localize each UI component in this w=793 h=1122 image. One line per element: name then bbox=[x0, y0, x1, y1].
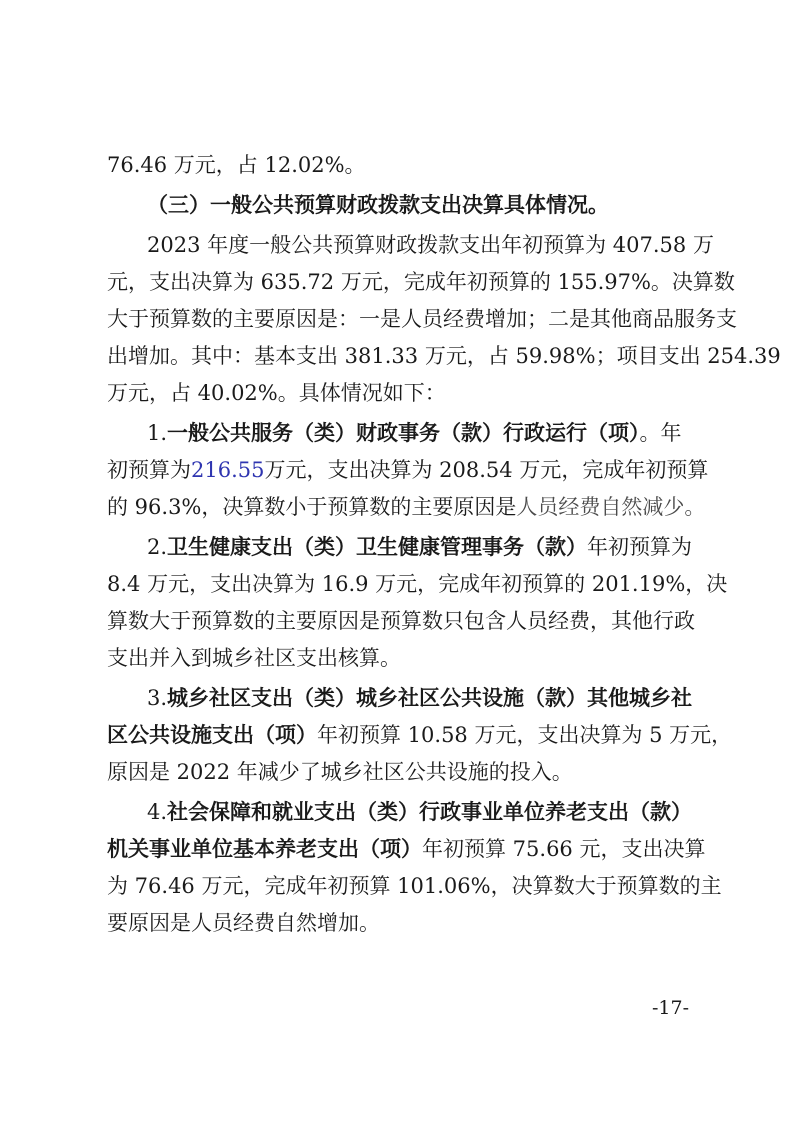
text-fragment: 。年 bbox=[639, 421, 682, 445]
item-4-line bbox=[107, 834, 793, 864]
item-3-line bbox=[147, 683, 793, 713]
section-heading: （三）一般公共预算财政拨款支出决算具体情况。 bbox=[147, 192, 609, 217]
item-2-title: 卫生健康支出（类）卫生健康管理事务（款） bbox=[167, 534, 588, 559]
item-1-title: 一般公共服务（类）财政事务（款）行政运行（项） bbox=[167, 420, 640, 445]
text-line: 支出并入到城乡社区支出核算。 bbox=[107, 646, 401, 670]
item-2-line bbox=[147, 532, 793, 562]
text-fragment: 年初预算 75.66 元，支出决算 bbox=[422, 837, 706, 861]
text-line: 8.4 万元，支出决算为 16.9 万元，完成年初预算的 201.19%，决 bbox=[107, 572, 728, 596]
item-3-title-cont: 区公共设施支出（项） bbox=[107, 722, 317, 747]
text-line: 大于预算数的主要原因是：一是人员经费增加；二是其他商品服务支 bbox=[107, 307, 737, 331]
text-line: 2023 年度一般公共预算财政拨款支出年初预算为 407.58 万 bbox=[147, 233, 714, 257]
item-2-number: 2. bbox=[147, 535, 168, 559]
item-4-title-cont: 机关事业单位基本养老支出（项） bbox=[107, 836, 422, 861]
item-1-number: 1. bbox=[147, 421, 168, 445]
text-line: 76.46 万元，占 12.02%。 bbox=[107, 153, 366, 177]
text-line: 出增加。其中：基本支出 381.33 万元，占 59.98%；项目支出 254.39 bbox=[107, 344, 781, 368]
highlighted-reason: 人员经费自然减少。 bbox=[516, 495, 706, 519]
item-3-title: 城乡社区支出（类）城乡社区公共设施（款）其他城乡社 bbox=[167, 685, 693, 710]
item-1-line bbox=[147, 418, 793, 448]
page-number: -17- bbox=[652, 997, 690, 1019]
text-fragment: 的 96.3%，决算数小于预算数的主要原因是 bbox=[107, 495, 517, 519]
text-line: 万元，占 40.02%。具体情况如下： bbox=[107, 381, 446, 405]
item-1-line bbox=[107, 455, 793, 485]
text-line: 为 76.46 万元，完成年初预算 101.06%，决算数大于预算数的主 bbox=[107, 874, 722, 898]
item-3-number: 3. bbox=[147, 686, 168, 710]
text-line: 要原因是人员经费自然增加。 bbox=[107, 911, 380, 935]
text-fragment: 年初预算 10.58 万元，支出决算为 5 万元， bbox=[317, 723, 733, 747]
item-4-line bbox=[147, 797, 793, 827]
item-4-number: 4. bbox=[147, 800, 168, 824]
text-fragment: 年初预算为 bbox=[587, 535, 693, 559]
text-line: 原因是 2022 年减少了城乡社区公共设施的投入。 bbox=[107, 760, 573, 784]
highlighted-value: 216.55 bbox=[191, 458, 265, 482]
item-4-title: 社会保障和就业支出（类）行政事业单位养老支出（款） bbox=[167, 799, 693, 824]
text-fragment: 万元，支出决算为 208.54 万元，完成年初预算 bbox=[264, 458, 709, 482]
text-line: 元，支出决算为 635.72 万元，完成年初预算的 155.97%。决算数 bbox=[107, 270, 735, 294]
text-fragment: 初预算为 bbox=[107, 458, 191, 482]
text-line: 算数大于预算数的主要原因是预算数只包含人员经费，其他行政 bbox=[107, 609, 695, 633]
item-3-line bbox=[107, 720, 793, 750]
item-1-line bbox=[107, 492, 793, 522]
